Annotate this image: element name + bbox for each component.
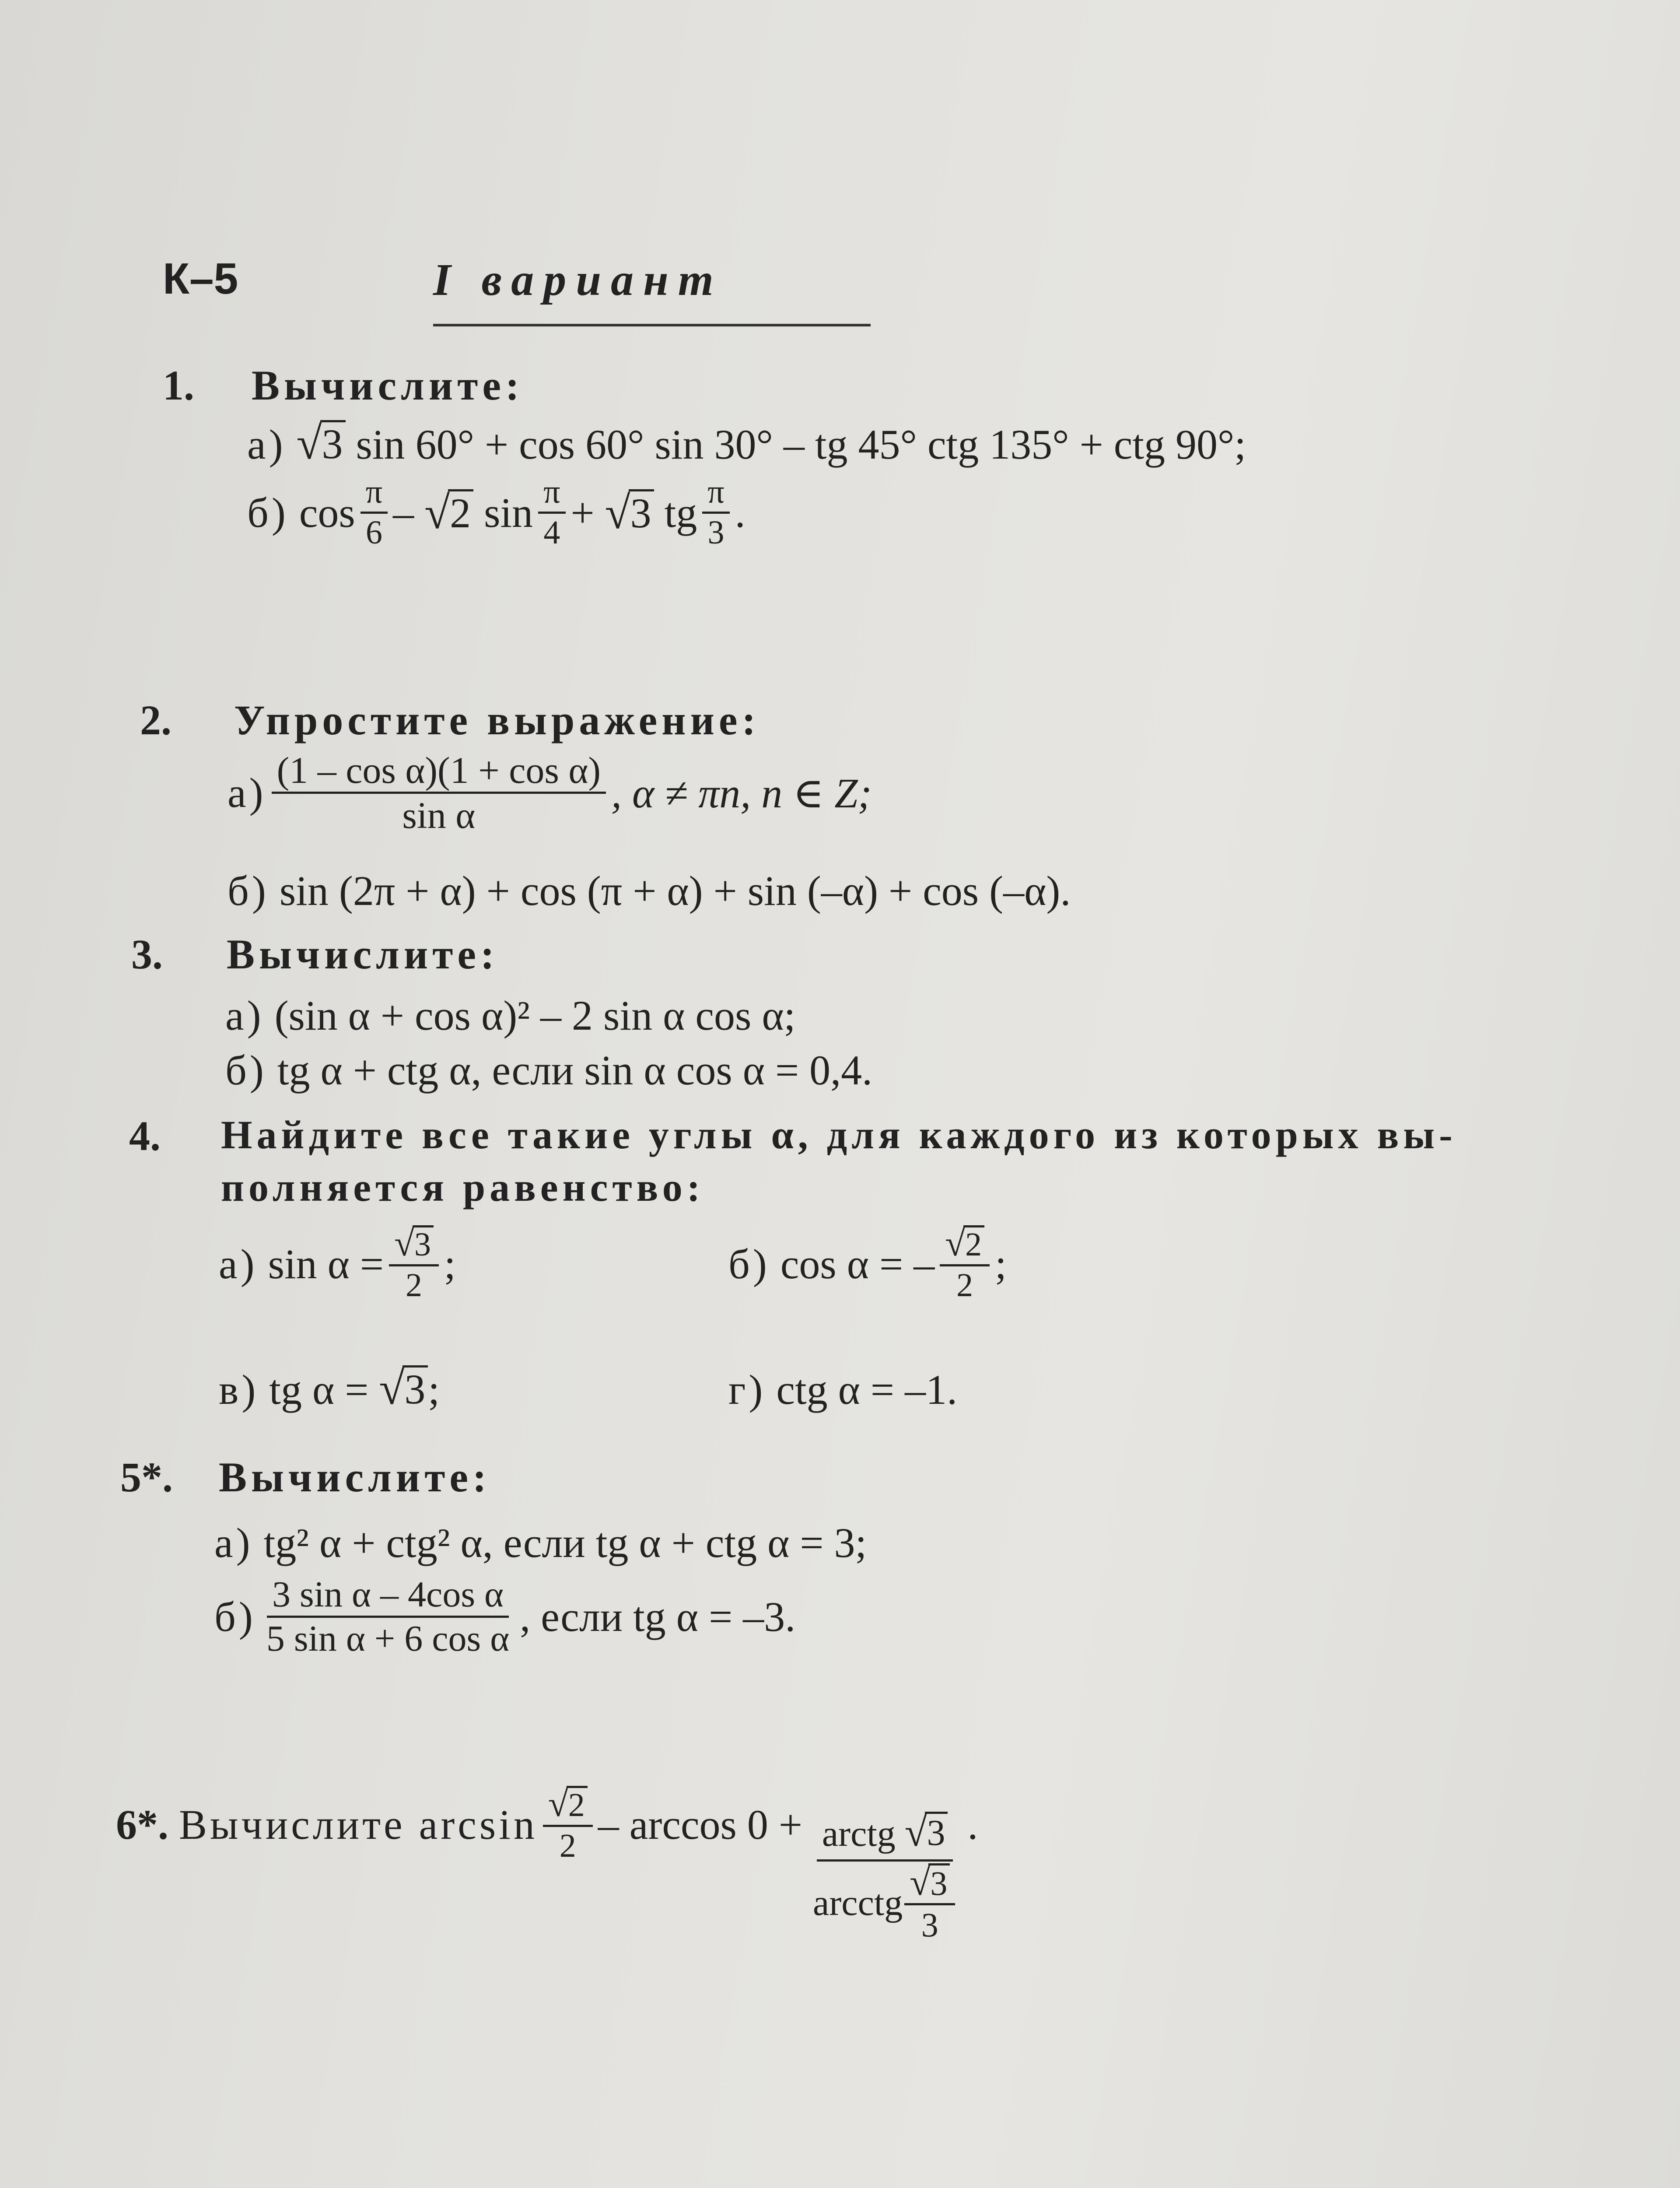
task-1a: а) √ 3 sin 60° + cos 60° sin 30° – tg 45° ctg 135° + ctg 90°; — [247, 417, 1246, 469]
task-5b: б) $\frac{\text{3 sin α – 4cos α}}{\text{5 sin α + 6 cos α}}$ , если tg α = –3. — [214, 1574, 796, 1659]
task-4a: а) sin α = √ 3 2 ; — [219, 1224, 456, 1304]
task-5-title: Вычислите: — [219, 1454, 491, 1501]
task-4g: г) ctg α = –1. — [728, 1366, 958, 1413]
task-6: 6*. Вычислите arcsin √ 2 2 – arccos 0 + arctg √ 3 arcctg √ 3 3 . — [116, 1784, 978, 1944]
task-6-number: 6*. — [116, 1801, 168, 1848]
task-4v: в) tg α = √ 3 ; — [219, 1363, 440, 1414]
task-3-number: 3. — [131, 931, 163, 978]
task-3b: б) tg α + ctg α, если sin α cos α = 0,4. — [225, 1047, 873, 1094]
task-4-title-line1: Найдите все такие углы α, для каждого из которых вы- — [221, 1112, 1457, 1157]
task-3-title: Вычислите: — [227, 931, 499, 978]
task-1b: б) cos $\frac{\pi}{6}$ – √ 2 sin $\frac{\pi}{4}$ + √ 3 tg $\frac{\pi}{3}$ . — [247, 473, 746, 551]
task-1-number: 1. — [163, 362, 194, 409]
task-2b: б) sin (2π + α) + cos (π + α) + sin (–α) + cos (–α). — [228, 867, 1071, 914]
task-5-number: 5*. — [120, 1454, 173, 1501]
task-4-title-line2: полняется равенство: — [221, 1165, 705, 1210]
task-4b: б) cos α = – √ 2 2 ; — [728, 1224, 1007, 1304]
task-2a: а) $\frac{\text{(1 – cos α)(1 + cos α)}}{\text{sin α}}$ , α ≠ πn, n ∈ Z; — [228, 749, 872, 837]
task-3a: а) (sin α + cos α)² – 2 sin α cos α; — [225, 992, 796, 1039]
task-2-title: Упростите выражение: — [234, 697, 760, 743]
task-1-title: Вычислите: — [252, 362, 524, 409]
test-code: К–5 — [163, 254, 238, 303]
task-4-number: 4. — [129, 1112, 161, 1159]
variant-title: I вариант — [433, 255, 723, 305]
task-2-number: 2. — [140, 697, 172, 743]
variant-underline — [433, 324, 871, 326]
task-5a: а) tg² α + ctg² α, если tg α + ctg α = 3; — [214, 1519, 867, 1566]
